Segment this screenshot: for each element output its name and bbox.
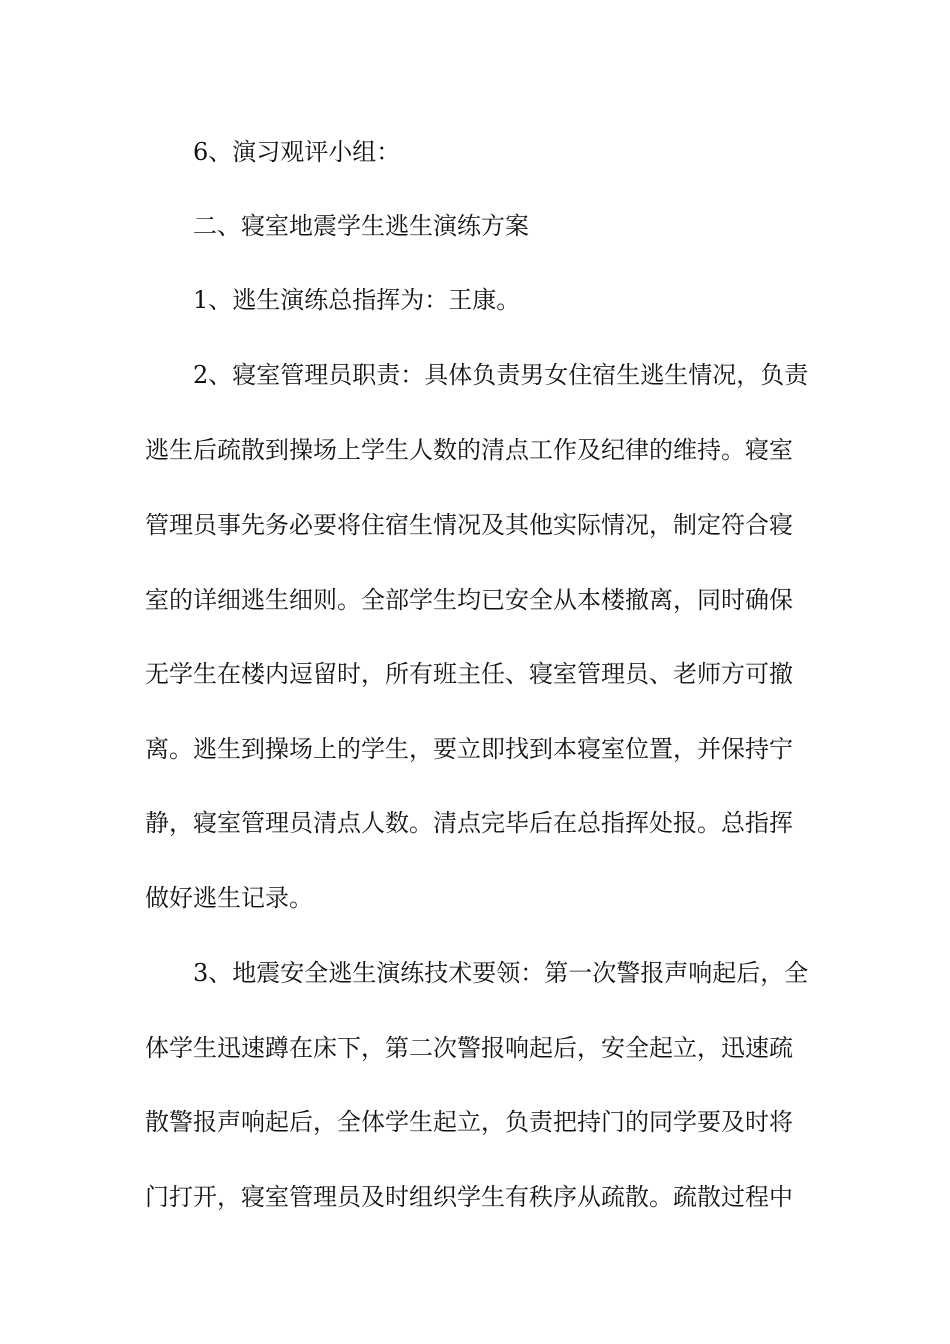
paragraph-line: 做好逃生记录。 — [145, 884, 313, 912]
paragraph-line: 6、演习观评小组： — [193, 138, 401, 166]
paragraph-line: 静，寝室管理员清点人数。清点完毕后在总指挥处报。总指挥 — [145, 809, 793, 837]
paragraph-line: 散警报声响起后，全体学生起立，负责把持门的同学要及时将 — [145, 1108, 793, 1136]
paragraph-line: 无学生在楼内逗留时，所有班主任、寝室管理员、老师方可撤 — [145, 660, 793, 688]
paragraph-line: 2、寝室管理员职责：具体负责男女住宿生逃生情况，负责 — [193, 361, 809, 389]
paragraph-line: 逃生后疏散到操场上学生人数的清点工作及纪律的维持。寝室 — [145, 436, 793, 464]
paragraph-line: 离。逃生到操场上的学生，要立即找到本寝室位置，并保持宁 — [145, 735, 793, 763]
paragraph-line: 室的详细逃生细则。全部学生均已安全从本楼撤离，同时确保 — [145, 586, 793, 614]
paragraph-line: 体学生迅速蹲在床下，第二次警报响起后，安全起立，迅速疏 — [145, 1034, 793, 1062]
paragraph-line: 1、逃生演练总指挥为：王康。 — [193, 286, 521, 314]
paragraph-line: 门打开，寝室管理员及时组织学生有秩序从疏散。疏散过程中 — [145, 1183, 793, 1211]
paragraph-line: 3、地震安全逃生演练技术要领：第一次警报声响起后，全 — [193, 959, 809, 987]
section-heading: 二、寝室地震学生逃生演练方案 — [193, 212, 529, 240]
paragraph-line: 管理员事先务必要将住宿生情况及其他实际情况，制定符合寝 — [145, 511, 793, 539]
